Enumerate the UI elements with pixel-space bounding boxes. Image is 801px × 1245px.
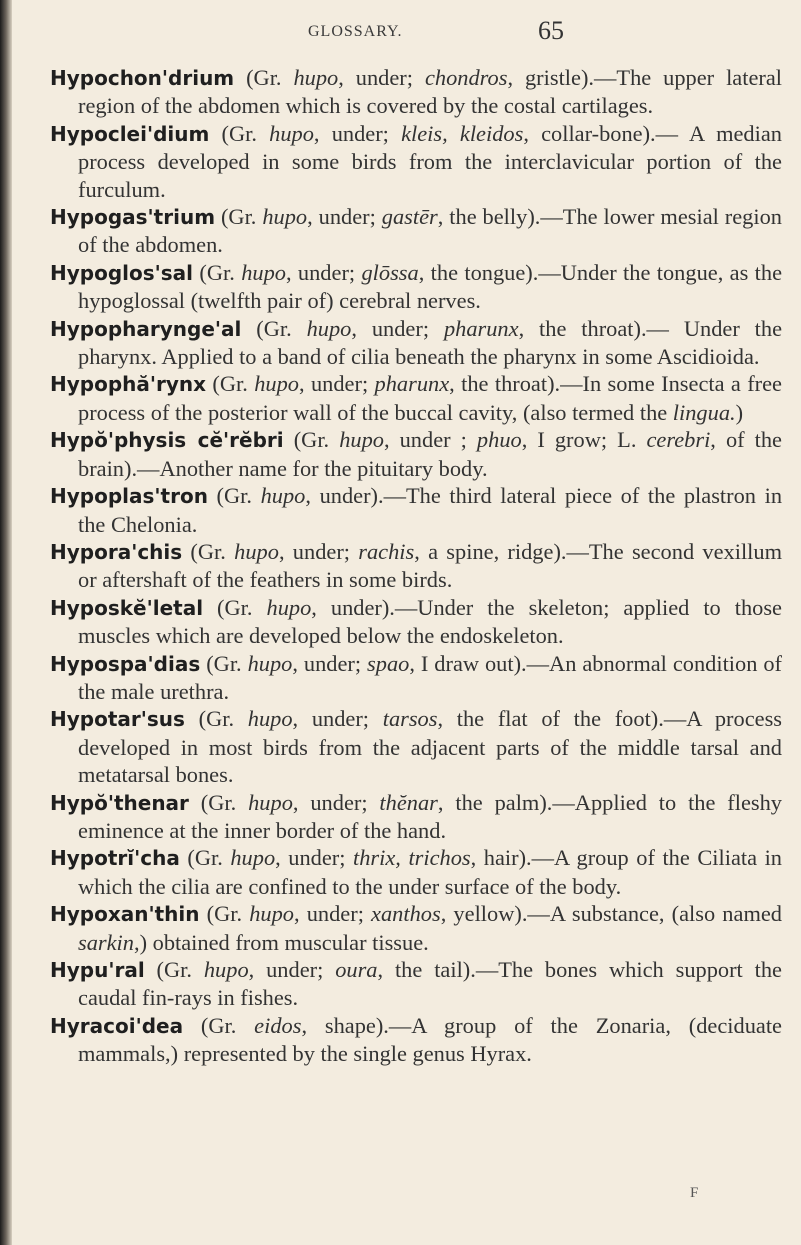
glossary-entry: Hypoglos'sal (Gr. hupo, under; glōssa, the tongue).—Under the tongue, as the hypoglossal (twelfth pair of) cerebral nerves. <box>50 259 783 314</box>
entry-definition: , of the brain).—Another name for the pituitary body. <box>78 427 782 481</box>
page-footer <box>0 1185 801 1209</box>
entry-definition: , the throat).— Under the pharynx. Applied to a band of cilia beneath the pharynx in some Ascidioida. <box>78 315 783 370</box>
glossary-entry: Hypogas'trium (Gr. hupo, under; gastēr, the belly).—The lower mesial region of the abdomen. <box>50 204 782 258</box>
entry-headword: Hyracoi'dea <box>50 1013 184 1038</box>
glossary-entry: Hypospa'dias (Gr. hupo, under; spao, I draw out).—An abnormal condition of the male urethra. <box>50 650 783 704</box>
glossary-entry: Hypŏ'thenar (Gr. hupo, under; thĕnar, the palm).—Applied to the fleshy eminence at the inner border of the hand. <box>50 789 783 843</box>
glossary-entry: Hypophă'rynx (Gr. hupo, under; pharunx, the throat).—In some Insecta a free process of the posterior wall of the buccal cavity, (also termed the lingua.) <box>50 371 782 425</box>
entry-definition: , under).—Under the skeleton; applied to those muscles which are developed below the endoskeleton. <box>78 594 782 649</box>
glossary-entry: Hypu'ral (Gr. hupo, under; oura, the tail).—The bones which support the caudal fin-rays in fishes. <box>50 957 782 1011</box>
entry-definition: , the tail).—The bones which support the caudal fin-rays in fishes. <box>78 957 782 1011</box>
glossary-entry: Hypora'chis (Gr. hupo, under; rachis, a spine, ridge).—The second vexillum or aftershaft of the feathers in some birds. <box>50 538 782 593</box>
entry-definition: , gristle).—The upper lateral region of the abdomen which is covered by the costal cartilages. <box>78 65 783 119</box>
signature-mark: F <box>690 1185 699 1201</box>
entry-headword: Hypoplas'tron <box>50 484 208 509</box>
entry-definition: , the throat).—In some Insecta a free process of the posterior wall of the buccal cavity, (also termed the <box>78 371 782 425</box>
entry-headword: Hypoglos'sal <box>50 260 194 285</box>
entry-definition: , under).—The third lateral piece of the plastron in the Chelonia. <box>78 483 783 537</box>
page-header <box>0 16 801 56</box>
entry-definition: , a spine, ridge).—The second vexillum or aftershaft of the feathers in some birds. <box>78 538 782 593</box>
entry-definition: ,) obtained from muscular tissue. <box>133 929 429 955</box>
entry-headword: Hypophă'rynx <box>50 372 207 397</box>
entry-headword: Hypoxan'thin <box>50 902 200 927</box>
entry-headword: Hypŏ'thenar <box>50 790 189 815</box>
glossary-entries <box>50 64 782 1068</box>
entry-definition: , the tongue).—Under the tongue, as the hypoglossal (twelfth pair of) cerebral nerves. <box>78 259 783 314</box>
glossary-entry: Hypotar'sus (Gr. hupo, under; tarsos, the flat of the foot).—A process developed in most birds from the adjacent parts of the middle tarsal and metatarsal bones. <box>50 706 783 788</box>
entry-headword: Hypogas'trium <box>50 205 216 230</box>
entry-definition: , shape).—A group of the Zonaria, (deciduate mammals,) represented by the single genus Hyrax. <box>78 1012 782 1067</box>
entry-headword: Hypŏ'physis cĕ'rĕbri <box>50 428 284 453</box>
entry-definition: , the belly).—The lower mesial region of the abdomen. <box>78 204 782 258</box>
page-number: 65 <box>538 16 564 45</box>
glossary-entry: Hypŏ'physis cĕ'rĕbri (Gr. hupo, under ; phuo, I grow; L. cerebri, of the brain).—Another name for the pituitary body. <box>50 427 782 481</box>
entry-headword: Hyposkĕ'letal <box>50 595 204 620</box>
entry-definition: , hair).—A group of the Ciliata in which the cilia are confined to the under surface of the body. <box>78 845 782 899</box>
glossary-entry: Hypoplas'tron (Gr. hupo, under).—The third lateral piece of the plastron in the Chelonia. <box>50 483 783 537</box>
entry-headword: Hypu'ral <box>50 958 145 982</box>
glossary-entry: Hypotrĭ'cha (Gr. hupo, under; thrix, trichos, hair).—A group of the Ciliata in which the cilia are confined to the under surface of the body. <box>50 845 782 899</box>
entry-headword: Hypopharynge'al <box>50 316 242 341</box>
entry-headword: Hypoclei'dium <box>50 121 210 146</box>
page-spine-shadow <box>0 0 12 1245</box>
entry-headword: Hypotar'sus <box>50 707 185 732</box>
glossary-entry: Hypochon'drium (Gr. hupo, under; chondros, gristle).—The upper lateral region of the abdomen which is covered by the costal cartilages. <box>50 65 783 119</box>
entry-headword: Hypora'chis <box>50 539 183 564</box>
glossary-entry: Hyposkĕ'letal (Gr. hupo, under).—Under the skeleton; applied to those muscles which are developed below the endoskeleton. <box>50 594 782 649</box>
entry-definition: , the flat of the foot).—A process developed in most birds from the adjacent parts of the middle tarsal and metatarsal bones. <box>78 706 783 788</box>
entry-headword: Hypotrĭ'cha <box>50 846 180 871</box>
running-head: GLOSSARY. <box>308 23 403 40</box>
entry-headword: Hypospa'dias <box>50 651 201 676</box>
entry-definition: , collar-bone).— A median process developed in some birds from the interclavicular portion of the furculum. <box>78 120 782 202</box>
entry-headword: Hypochon'drium <box>50 66 235 90</box>
glossary-entry: Hypopharynge'al (Gr. hupo, under; pharunx, the throat).— Under the pharynx. Applied to a band of cilia beneath the pharynx in some Ascidioida. <box>50 315 783 370</box>
glossary-entry: Hypoxan'thin (Gr. hupo, under; xanthos, yellow).—A substance, (also named sarkin,) obtained from muscular tissue. <box>50 901 782 955</box>
entry-definition: , I draw out).—An abnormal condition of the male urethra. <box>78 650 783 704</box>
glossary-entry: Hyracoi'dea (Gr. eidos, shape).—A group of the Zonaria, (deciduate mammals,) represented by the single genus Hyrax. <box>50 1012 782 1067</box>
entry-definition: , the palm).—Applied to the fleshy eminence at the inner border of the hand. <box>78 789 783 843</box>
glossary-entry: Hypoclei'dium (Gr. hupo, under; kleis, kleidos, collar-bone).— A median process developed in some birds from the interclavicular portion of the furculum. <box>50 120 782 202</box>
